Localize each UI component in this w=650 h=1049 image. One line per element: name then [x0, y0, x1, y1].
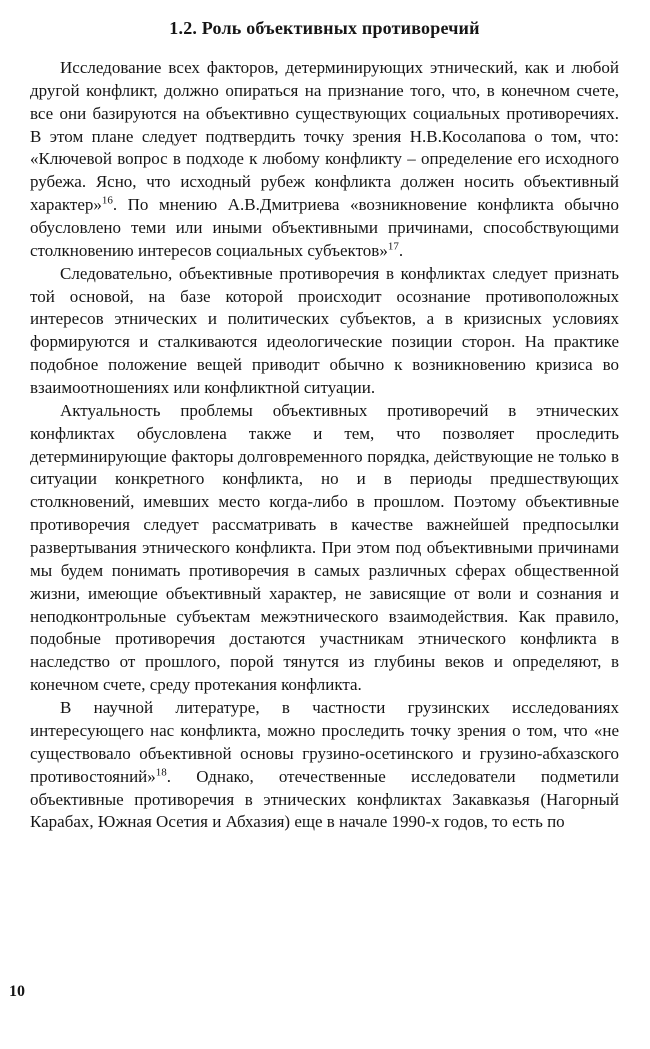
paragraph-1-text: Исследование всех факторов, детерминирующих этнический, как и любой другой конфликт, должно опираться на признание того, что, в конечном счете, все они базируются на объективно существующих социальных противоречиях. В этом плане следует подтвердить точку зрения Н.В.Косолапова о том, что: «Ключевой вопрос в подходе к любому конфликту – определение его исходного рубежа. Ясно, что исходный рубеж конфликта должен носить объективный характер»: [30, 58, 619, 215]
paragraph-3: [30, 400, 619, 697]
paragraph-2-text: Следовательно, объективные противоречия в конфликтах следует признать той основой, на базе которой происходит осознание противоположных интересов этнических и политических субъектов, а в кризисных условиях формируются и сталкиваются идеологические позиции сторон. На практике подобное положение вещей приводит обычно к возникновению кризиса во взаимоотношениях или конфликтной ситуации.: [30, 263, 619, 398]
footnote-ref-18: 18: [155, 765, 167, 778]
section-title: 1.2. Роль объективных противоречий: [169, 18, 480, 38]
paragraph-4-text-continued: . Однако, отечественные исследователи подметили объективные противоречия в этнических конфликтах Закавказья (Нагорный Карабах, Южная Осетия и Абхазия) еще в начале 1990-х годов, то есть по: [30, 766, 619, 832]
paragraph-4: [30, 697, 619, 834]
paragraph-3-text: Актуальность проблемы объективных противоречий в этнических конфликтах обусловлена также и тем, что позволяет проследить детерминирующие факторы долговременного порядка, действующие не только в ситуации конкретного конфликта, но и в периоды предшествующих столкновений, имевших место когда-либо в прошлом. Поэтому объективные противоречия следует рассматривать в качестве важнейшей предпосылки развертывания этнического конфликта. При этом под объективными причинами мы будем понимать противоречия в самых различных сферах общественной жизни, имеющие объективный характер, не зависящие от воли и сознания и неподконтрольные субъектам межэтнического взаимодействия. Как правило, подобные противоречия достаются участникам этнического конфликта в наследство от прошлого, порой тянутся из глубины веков и определяют, в конечном счете, среду протекания конфликта.: [30, 400, 619, 695]
footnote-ref-16: 16: [101, 194, 113, 207]
paragraph-1-text-end: .: [398, 240, 404, 260]
page-number: 10: [9, 983, 25, 1000]
paragraph-1-text-continued: . По мнению А.В.Дмитриева «возникновение конфликта обычно обусловлено теми или иными объективными причинами, способствующими столкновению интересов социальных субъектов»: [30, 195, 619, 260]
paragraph-2: [30, 263, 619, 400]
footnote-ref-17: 17: [387, 240, 399, 253]
paragraph-1: [30, 57, 619, 263]
paragraph-4-text: В научной литературе, в частности грузинских исследованиях интересующего нас конфликта, можно проследить точку зрения о том, что «не существовало объективной основы грузино-осетинского и грузино-абхазского противостояний»: [30, 698, 619, 786]
body-text: [30, 57, 619, 834]
